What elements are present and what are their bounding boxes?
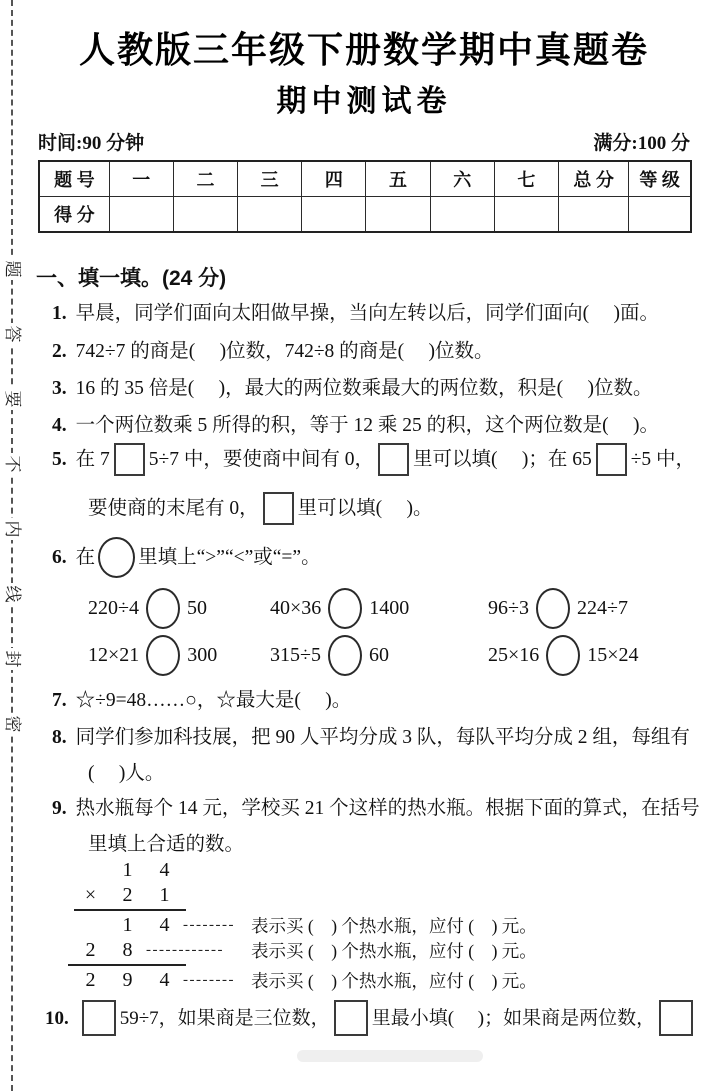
compare-circle	[328, 635, 362, 676]
blank-box	[114, 443, 145, 476]
question-text: 在 7	[75, 449, 110, 470]
comparison-left: 40×36	[270, 597, 322, 619]
mult-digit: 2	[85, 939, 96, 961]
question-number: 10.	[45, 1007, 69, 1029]
comparison-right: 1400	[369, 597, 410, 619]
mult-note: 表示买 ( ) 个热水瓶，应付 ( ) 元。	[251, 971, 537, 991]
compare-circle	[146, 635, 180, 676]
question-number: 5.	[52, 449, 67, 470]
comparison-item	[88, 635, 217, 676]
mult-row-product	[72, 968, 537, 993]
compare-circle	[98, 537, 135, 578]
multiplication-block	[72, 858, 537, 993]
question-number: 4.	[52, 415, 67, 436]
mult-rule	[74, 909, 186, 911]
score-blank-cell	[238, 197, 302, 233]
binding-char: 不	[2, 453, 22, 475]
question-text: 里可以填( )。	[297, 498, 433, 519]
blank-box	[263, 492, 294, 525]
question-5-line-2	[88, 492, 433, 525]
binding-dashed-line	[11, 0, 13, 1091]
question-text: 742÷7 的商是( )位数，742÷8 的商是( )位数。	[75, 341, 494, 362]
comparison-left: 96÷3	[488, 597, 529, 619]
full-score-label: 满分:100 分	[593, 133, 690, 154]
score-table-header-cell: 等 级	[629, 161, 691, 197]
mult-row-partial-1	[72, 913, 537, 938]
blank-box	[82, 1000, 116, 1036]
score-blank-cell	[109, 197, 173, 233]
score-row-label: 得 分	[39, 197, 109, 233]
mult-digit: 4	[159, 914, 170, 936]
mult-digit: 2	[122, 884, 133, 906]
score-blank-cell	[366, 197, 430, 233]
score-table-header-cell: 五	[366, 161, 430, 197]
comparison-item	[488, 588, 628, 629]
question-text: 一个两位数乘 5 所得的积，等于 12 乘 25 的积，这个两位数是( )。	[75, 415, 659, 436]
mult-digit: 4	[159, 859, 170, 881]
question-2	[52, 338, 494, 365]
comparison-right: 15×24	[587, 644, 639, 666]
score-blank-cell	[629, 197, 691, 233]
question-text: ( )人。	[88, 763, 165, 784]
scan-smudge	[297, 1050, 483, 1062]
score-blank-cell	[494, 197, 558, 233]
comparison-item	[270, 635, 389, 676]
mult-note: 表示买 ( ) 个热水瓶，应付 ( ) 元。	[251, 941, 537, 961]
question-text: 热水瓶每个 14 元，学校买 21 个这样的热水瓶。根据下面的算式，在括号	[75, 798, 700, 819]
mult-row-partial-2	[72, 938, 537, 963]
question-number: 8.	[52, 727, 67, 748]
comparison-left: 220÷4	[88, 597, 139, 619]
comparison-item	[88, 588, 207, 629]
question-10	[45, 1000, 697, 1036]
binding-char: 要	[2, 388, 22, 410]
blank-box	[378, 443, 409, 476]
mult-digit: 1	[122, 914, 133, 936]
score-table-header-cell: 一	[109, 161, 173, 197]
question-text: 里填上合适的数。	[88, 834, 245, 855]
mult-digit: 2	[85, 969, 96, 991]
mult-note: 表示买 ( ) 个热水瓶，应付 ( ) 元。	[251, 916, 537, 936]
compare-circle	[328, 588, 362, 629]
question-text: 里最小填( )；如果商是两位数，	[371, 1007, 656, 1029]
mult-row-multiplier	[72, 883, 537, 908]
question-number: 7.	[52, 690, 67, 711]
binding-char: 线	[2, 583, 22, 605]
score-table-header-cell: 三	[238, 161, 302, 197]
score-table-header-cell: 七	[494, 161, 558, 197]
mult-dashes: --------	[183, 972, 235, 988]
question-number: 2.	[52, 341, 67, 362]
binding-char: 密	[2, 713, 22, 735]
mult-dashes: ------------	[146, 942, 224, 958]
comparison-item	[270, 588, 409, 629]
question-number: 1.	[52, 303, 67, 324]
comparison-left: 315÷5	[270, 644, 321, 666]
score-table-header-cell: 二	[173, 161, 237, 197]
question-4	[52, 412, 659, 439]
score-blank-cell	[173, 197, 237, 233]
binding-char: 题	[2, 258, 22, 280]
question-6	[52, 537, 321, 578]
question-8-line-2	[88, 760, 164, 787]
score-table	[38, 160, 692, 233]
question-text: 在	[75, 547, 96, 568]
comparison-item	[488, 635, 639, 676]
question-text: 要使商的末尾有 0，	[88, 498, 259, 519]
blank-box	[659, 1000, 693, 1036]
comparison-right: 60	[368, 644, 389, 666]
score-blank-cell	[559, 197, 629, 233]
comparison-right: 50	[186, 597, 207, 619]
question-number: 9.	[52, 798, 67, 819]
mult-digit: 1	[122, 859, 133, 881]
question-3	[52, 375, 652, 402]
comparison-left: 25×16	[488, 644, 540, 666]
score-table-header-cell: 题 号	[39, 161, 109, 197]
score-table-header-cell: 六	[430, 161, 494, 197]
question-text: ÷5 中，	[630, 449, 696, 470]
section-one-heading: 一、填一填。(24 分)	[36, 267, 227, 290]
compare-circle	[536, 588, 570, 629]
score-table-header-cell: 总 分	[559, 161, 629, 197]
question-5-line-1	[52, 443, 695, 476]
mult-rule	[68, 964, 186, 966]
question-8-line-1	[52, 724, 690, 751]
question-9-line-2	[88, 831, 244, 858]
blank-box	[596, 443, 627, 476]
comparison-right: 300	[187, 644, 218, 666]
question-number: 6.	[52, 547, 67, 568]
blank-box	[334, 1000, 368, 1036]
multiply-sign: ×	[84, 884, 97, 906]
question-9-line-1	[52, 795, 700, 822]
mult-digit: 1	[159, 884, 170, 906]
mult-row-multiplicand	[72, 858, 537, 883]
score-table-header-cell: 四	[302, 161, 366, 197]
time-label: 时间:90 分钟	[38, 133, 145, 154]
paper-subtitle: 期中测试卷	[276, 85, 452, 118]
compare-circle	[546, 635, 580, 676]
paper-title: 人教版三年级下册数学期中真题卷	[78, 29, 649, 70]
mult-digit: 9	[122, 969, 133, 991]
binding-char: 答	[2, 323, 22, 345]
question-text: 早晨，同学们面向太阳做早操，当向左转以后，同学们面向( )面。	[75, 303, 659, 324]
comparison-right: 224÷7	[576, 597, 628, 619]
question-text: 同学们参加科技展，把 90 人平均分成 3 队，每队平均分成 2 组，每组有	[75, 727, 690, 748]
question-7	[52, 687, 351, 714]
compare-circle	[146, 588, 180, 629]
mult-digit: 8	[122, 939, 133, 961]
question-text: ☆÷9=48……○，☆最大是( )。	[75, 690, 352, 711]
question-text: 里填上“>”“<”或“=”。	[138, 547, 321, 568]
question-text: 里可以填( )；在 65	[412, 449, 592, 470]
mult-digit: 4	[159, 969, 170, 991]
question-1	[52, 300, 659, 327]
mult-dashes: --------	[183, 917, 235, 933]
question-text: 16 的 35 倍是( )，最大的两位数乘最大的两位数，积是( )位数。	[75, 378, 653, 399]
score-blank-cell	[302, 197, 366, 233]
comparison-left: 12×21	[88, 644, 140, 666]
binding-char: 封	[2, 648, 22, 670]
question-number: 3.	[52, 378, 67, 399]
binding-char: 内	[2, 518, 22, 540]
question-text: 59÷7，如果商是三位数，	[119, 1007, 330, 1029]
score-blank-cell	[430, 197, 494, 233]
question-text: 5÷7 中，要使商中间有 0，	[148, 449, 374, 470]
